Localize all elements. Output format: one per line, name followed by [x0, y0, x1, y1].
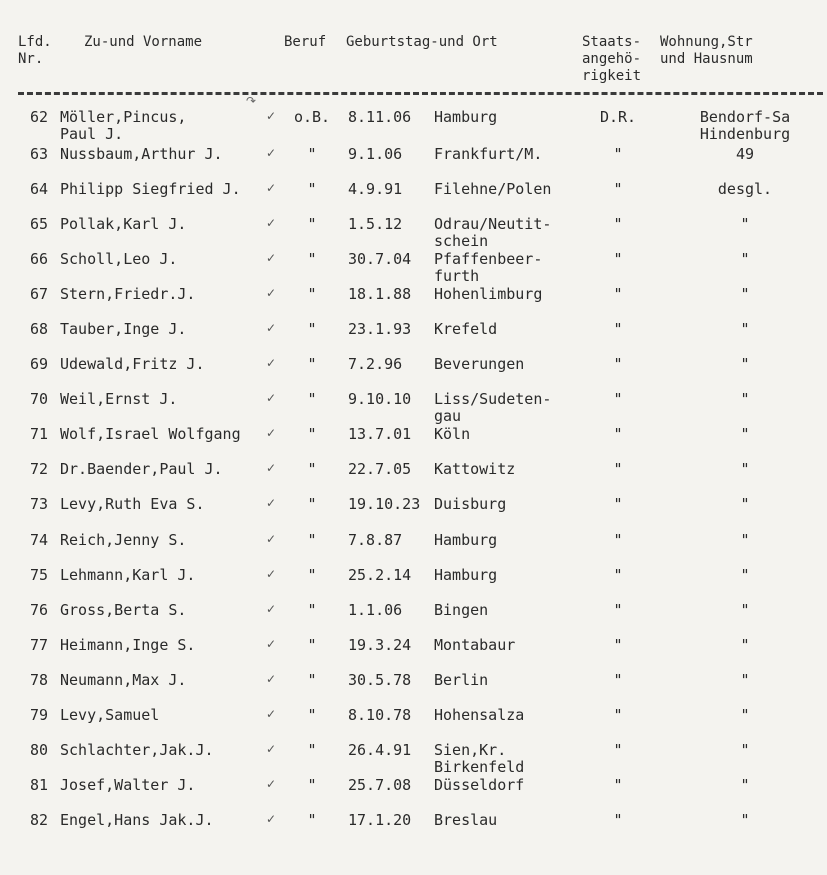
table-row — [0, 321, 827, 355]
person-name: Möller,Pincus, Paul J. — [60, 108, 187, 143]
table-row — [0, 777, 827, 811]
address: " — [740, 741, 750, 759]
row-number: 70 — [30, 390, 49, 408]
row-number: 64 — [30, 180, 49, 198]
occupation: " — [307, 811, 317, 829]
row-number: 82 — [30, 811, 49, 829]
table-row — [0, 532, 827, 566]
birth-date: 1.1.06 — [348, 601, 403, 619]
table-row — [0, 742, 827, 776]
address: " — [740, 355, 750, 373]
birth-place: Frankfurt/M. — [434, 145, 543, 163]
row-number: 79 — [30, 706, 49, 724]
address: " — [740, 250, 750, 268]
address: Bendorf-Sa Hindenburg — [699, 108, 791, 143]
occupation: " — [307, 390, 317, 408]
nationality: " — [613, 811, 623, 829]
occupation: o.B. — [293, 108, 331, 126]
check-mark-icon: ✓ — [266, 251, 277, 265]
person-name: Philipp Siegfried J. — [60, 180, 241, 198]
birth-date: 23.1.93 — [348, 320, 412, 338]
check-mark-icon: ✓ — [266, 777, 277, 791]
check-mark-icon: ✓ — [266, 461, 277, 475]
birth-place: Sien,Kr. Birkenfeld — [434, 741, 525, 776]
header-staat: Staats- angehö- rigkeit — [582, 34, 642, 84]
table-row — [0, 461, 827, 495]
birth-place: Hamburg — [434, 108, 498, 126]
birth-date: 8.10.78 — [348, 706, 412, 724]
row-number: 80 — [30, 741, 49, 759]
nationality: " — [613, 460, 623, 478]
nationality: " — [613, 320, 623, 338]
birth-date: 8.11.06 — [348, 108, 412, 126]
check-mark-icon: ✓ — [266, 707, 277, 721]
address: " — [740, 671, 750, 689]
table-row — [0, 426, 827, 460]
birth-date: 19.10.23 — [348, 495, 421, 513]
table-row — [0, 391, 827, 425]
occupation: " — [307, 706, 317, 724]
nationality: " — [613, 636, 623, 654]
row-number: 77 — [30, 636, 49, 654]
birth-place: Montabaur — [434, 636, 516, 654]
table-row — [0, 146, 827, 180]
row-number: 62 — [30, 108, 49, 126]
nationality: " — [613, 671, 623, 689]
address: " — [740, 566, 750, 584]
table-row — [0, 602, 827, 636]
row-number: 69 — [30, 355, 49, 373]
check-mark-icon: ✓ — [266, 109, 277, 123]
person-name: Schlachter,Jak.J. — [60, 741, 214, 759]
birth-date: 7.2.96 — [348, 355, 403, 373]
person-name: Pollak,Karl J. — [60, 215, 187, 233]
birth-date: 1.5.12 — [348, 215, 403, 233]
header-name: Zu-und Vorname — [84, 34, 203, 50]
birth-date: 18.1.88 — [348, 285, 412, 303]
birth-place: Hamburg — [434, 566, 498, 584]
occupation: " — [307, 180, 317, 198]
header-geburt: Geburtstag-und Ort — [346, 34, 498, 50]
person-name: Dr.Baender,Paul J. — [60, 460, 223, 478]
nationality: " — [613, 776, 623, 794]
check-mark-icon: ✓ — [266, 286, 277, 300]
row-number: 76 — [30, 601, 49, 619]
nationality: D.R. — [599, 108, 637, 126]
table-row — [0, 812, 827, 846]
occupation: " — [307, 285, 317, 303]
check-mark-icon: ✓ — [266, 321, 277, 335]
nationality: " — [613, 706, 623, 724]
nationality: " — [613, 355, 623, 373]
address: " — [740, 776, 750, 794]
check-mark-icon: ✓ — [266, 567, 277, 581]
birth-date: 26.4.91 — [348, 741, 412, 759]
birth-place: Beverungen — [434, 355, 525, 373]
birth-date: 13.7.01 — [348, 425, 412, 443]
header-divider — [18, 92, 823, 95]
check-mark-icon: ✓ — [266, 532, 277, 546]
birth-place: Hohenlimburg — [434, 285, 543, 303]
nationality: " — [613, 531, 623, 549]
address: 49 — [735, 145, 755, 163]
check-mark-icon: ✓ — [266, 672, 277, 686]
person-name: Udewald,Fritz J. — [60, 355, 205, 373]
nationality: " — [613, 215, 623, 233]
nationality: " — [613, 390, 623, 408]
row-number: 71 — [30, 425, 49, 443]
row-number: 74 — [30, 531, 49, 549]
address: " — [740, 601, 750, 619]
occupation: " — [307, 495, 317, 513]
birth-place: Filehne/Polen — [434, 180, 552, 198]
occupation: " — [307, 460, 317, 478]
birth-date: 9.1.06 — [348, 145, 403, 163]
address: " — [740, 320, 750, 338]
table-row — [0, 251, 827, 285]
birth-date: 9.10.10 — [348, 390, 412, 408]
birth-place: Pfaffenbeer- furth — [434, 250, 543, 285]
occupation: " — [307, 566, 317, 584]
nationality: " — [613, 285, 623, 303]
check-mark-icon: ✓ — [266, 496, 277, 510]
header-lfd-nr: Lfd. Nr. — [18, 34, 52, 67]
address: " — [740, 811, 750, 829]
row-number: 65 — [30, 215, 49, 233]
occupation: " — [307, 741, 317, 759]
person-name: Lehmann,Karl J. — [60, 566, 196, 584]
address: " — [740, 636, 750, 654]
person-name: Scholl,Leo J. — [60, 250, 178, 268]
birth-date: 4.9.91 — [348, 180, 403, 198]
birth-place: Kattowitz — [434, 460, 516, 478]
address: desgl. — [717, 180, 773, 198]
table-row — [0, 216, 827, 250]
table-row — [0, 637, 827, 671]
nationality: " — [613, 250, 623, 268]
row-number: 63 — [30, 145, 49, 163]
birth-place: Bingen — [434, 601, 489, 619]
occupation: " — [307, 671, 317, 689]
table-row — [0, 109, 827, 143]
table-row — [0, 181, 827, 215]
row-number: 68 — [30, 320, 49, 338]
person-name: Levy,Samuel — [60, 706, 160, 724]
birth-date: 17.1.20 — [348, 811, 412, 829]
occupation: " — [307, 215, 317, 233]
address: " — [740, 215, 750, 233]
row-number: 73 — [30, 495, 49, 513]
check-mark-icon: ✓ — [266, 602, 277, 616]
person-name: Weil,Ernst J. — [60, 390, 178, 408]
check-mark-icon: ✓ — [266, 812, 277, 826]
row-number: 67 — [30, 285, 49, 303]
person-name: Levy,Ruth Eva S. — [60, 495, 205, 513]
birth-place: Breslau — [434, 811, 498, 829]
address: " — [740, 390, 750, 408]
birth-place: Odrau/Neutit- schein — [434, 215, 552, 250]
check-mark-icon: ✓ — [266, 146, 277, 160]
address: " — [740, 531, 750, 549]
row-number: 81 — [30, 776, 49, 794]
check-mark-icon: ✓ — [266, 181, 277, 195]
occupation: " — [307, 250, 317, 268]
occupation: " — [307, 531, 317, 549]
birth-date: 30.7.04 — [348, 250, 412, 268]
birth-place: Berlin — [434, 671, 489, 689]
person-name: Reich,Jenny S. — [60, 531, 187, 549]
nationality: " — [613, 180, 623, 198]
birth-date: 7.8.87 — [348, 531, 403, 549]
birth-date: 30.5.78 — [348, 671, 412, 689]
birth-date: 25.2.14 — [348, 566, 412, 584]
occupation: " — [307, 425, 317, 443]
table-row — [0, 496, 827, 530]
person-name: Josef,Walter J. — [60, 776, 196, 794]
birth-place: Liss/Sudeten- gau — [434, 390, 552, 425]
check-mark-icon: ✓ — [266, 356, 277, 370]
address: " — [740, 706, 750, 724]
person-name: Engel,Hans Jak.J. — [60, 811, 214, 829]
check-mark-icon: ✓ — [266, 742, 277, 756]
row-number: 72 — [30, 460, 49, 478]
nationality: " — [613, 601, 623, 619]
occupation: " — [307, 776, 317, 794]
birth-place: Hamburg — [434, 531, 498, 549]
person-name: Tauber,Inge J. — [60, 320, 187, 338]
birth-date: 19.3.24 — [348, 636, 412, 654]
address: " — [740, 460, 750, 478]
check-mark-icon: ✓ — [266, 426, 277, 440]
person-name: Nussbaum,Arthur J. — [60, 145, 223, 163]
table-row — [0, 567, 827, 601]
row-number: 78 — [30, 671, 49, 689]
nationality: " — [613, 566, 623, 584]
nationality: " — [613, 741, 623, 759]
person-name: Wolf,Israel Wolfgang — [60, 425, 241, 443]
occupation: " — [307, 320, 317, 338]
header-beruf: Beruf — [284, 34, 327, 50]
person-name: Stern,Friedr.J. — [60, 285, 196, 303]
table-row — [0, 707, 827, 741]
check-mark-icon: ✓ — [266, 391, 277, 405]
birth-place: Hohensalza — [434, 706, 525, 724]
birth-place: Duisburg — [434, 495, 507, 513]
header-wohnung: Wohnung,Str und Hausnum — [660, 34, 753, 67]
table-row — [0, 286, 827, 320]
person-name: Neumann,Max J. — [60, 671, 187, 689]
occupation: " — [307, 355, 317, 373]
birth-place: Köln — [434, 425, 471, 443]
occupation: " — [307, 145, 317, 163]
person-name: Gross,Berta S. — [60, 601, 187, 619]
table-row — [0, 672, 827, 706]
row-number: 66 — [30, 250, 49, 268]
person-name: Heimann,Inge S. — [60, 636, 196, 654]
occupation: " — [307, 636, 317, 654]
occupation: " — [307, 601, 317, 619]
nationality: " — [613, 425, 623, 443]
nationality: " — [613, 145, 623, 163]
birth-place: Krefeld — [434, 320, 498, 338]
row-number: 75 — [30, 566, 49, 584]
address: " — [740, 425, 750, 443]
nationality: " — [613, 495, 623, 513]
check-mark-icon: ✓ — [266, 216, 277, 230]
address: " — [740, 285, 750, 303]
check-mark-icon: ✓ — [266, 637, 277, 651]
table-row — [0, 356, 827, 390]
birth-place: Düsseldorf — [434, 776, 525, 794]
address: " — [740, 495, 750, 513]
pencil-mark-icon: ↷ — [246, 94, 257, 108]
birth-date: 25.7.08 — [348, 776, 412, 794]
birth-date: 22.7.05 — [348, 460, 412, 478]
